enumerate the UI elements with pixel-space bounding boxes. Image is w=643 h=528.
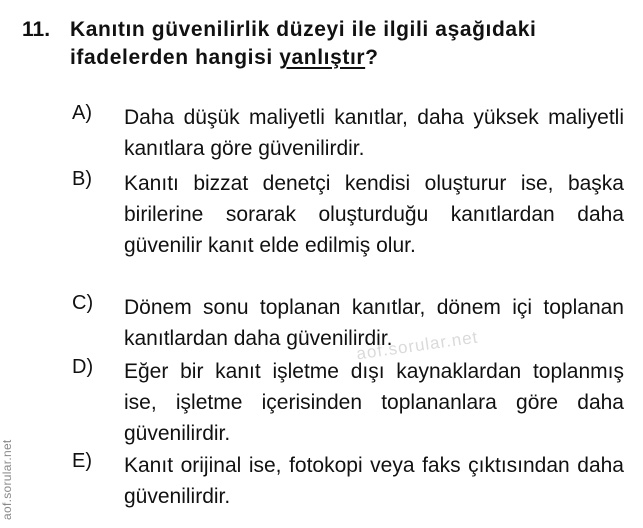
option-letter: C): [72, 292, 94, 314]
question-text-main: Kanıtın güvenilirlik düzeyi ile ilgili aşağıdaki ifadelerden hangisi: [70, 18, 537, 69]
option-text: Daha düşük maliyetli kanıtlar, daha yüksek maliyetli kanıtlara göre güvenilirdir.: [124, 106, 624, 160]
watermark-side: aof.sorular.net: [0, 439, 14, 520]
question-emphasis: yanlıştır: [279, 46, 366, 69]
option-d[interactable]: [72, 356, 624, 449]
option-text: Eğer bir kanıt işletme dışı kaynaklardan toplanmış ise, işletme içerisinden toplananlara göre daha güvenilirdir.: [124, 360, 624, 445]
option-b[interactable]: [72, 168, 624, 261]
option-text: Dönem sonu toplanan kanıtlar, dönem içi toplanan kanıtlardan daha güvenilirdir.: [124, 296, 624, 350]
option-letter: A): [72, 102, 92, 124]
question-number: 11.: [22, 18, 51, 41]
option-text: Kanıtı bizzat denetçi kendisi oluşturur ise, başka birilerine sorarak oluşturduğu kanıtlardan daha güvenilir kanıt elde edilmiş olur.: [124, 172, 624, 257]
question: [22, 16, 622, 72]
option-letter: B): [72, 168, 92, 190]
option-text: Kanıt orijinal ise, fotokopi veya faks çıktısından daha güvenilirdir.: [124, 454, 624, 508]
option-c[interactable]: [72, 292, 624, 354]
option-a[interactable]: [72, 102, 624, 164]
question-text: [70, 16, 622, 72]
option-e[interactable]: [72, 450, 624, 512]
question-mark: ?: [365, 46, 379, 69]
watermark-center: aof.sorular.net: [355, 327, 480, 364]
option-letter: D): [72, 356, 94, 378]
option-letter: E): [72, 450, 92, 472]
